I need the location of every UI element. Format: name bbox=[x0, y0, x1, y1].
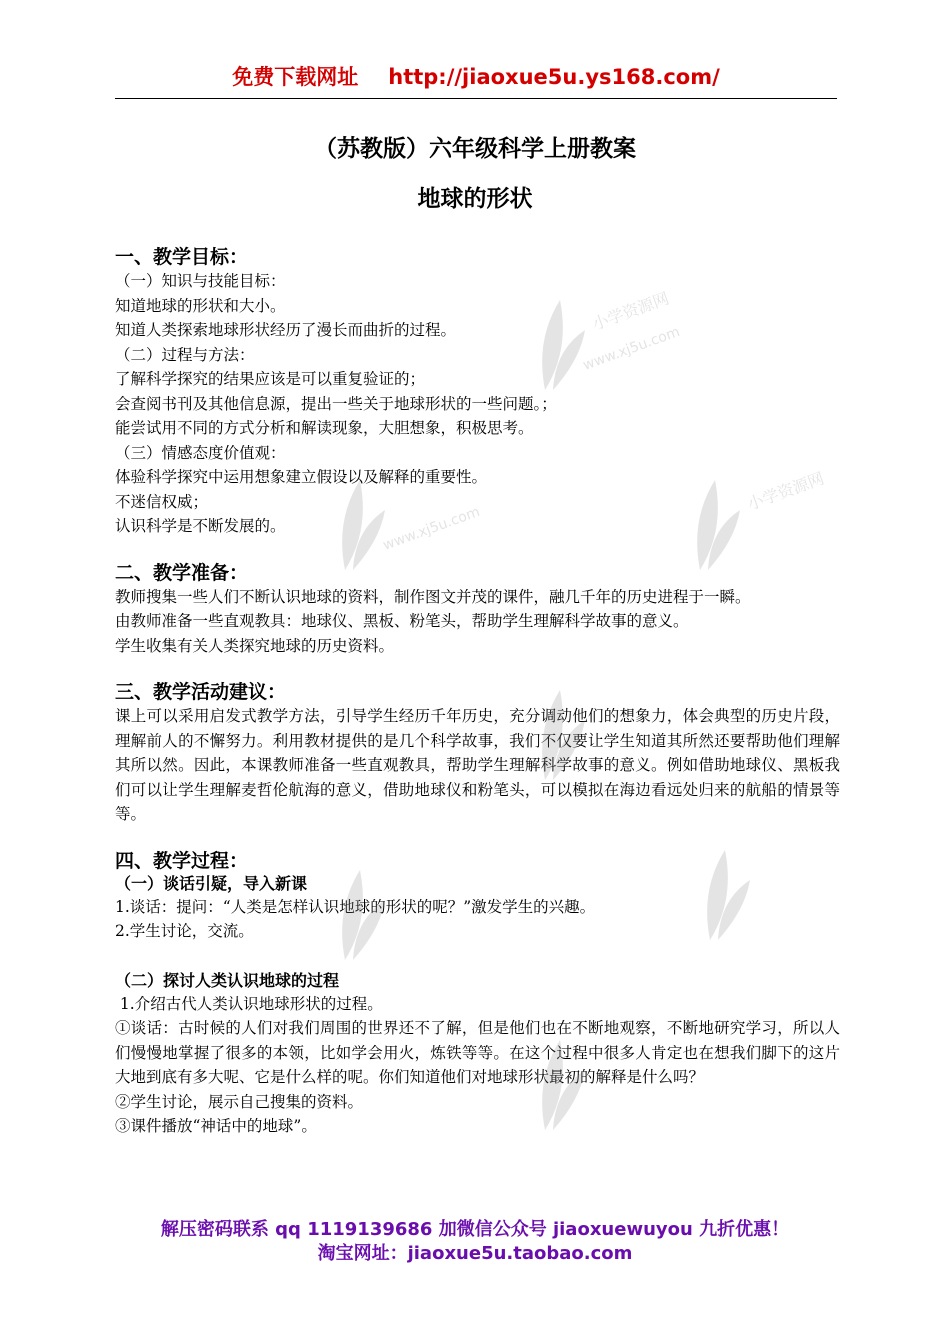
process-line: 1.介绍古代人类认识地球形状的过程。 bbox=[115, 994, 383, 1013]
preparation-paragraph: 学生收集有关人类探究地球的历史资料。 bbox=[115, 636, 395, 655]
objectives-line: 知道人类探索地球形状经历了漫长而曲折的过程。 bbox=[115, 321, 457, 339]
objectives-line: 不迷信权威； bbox=[115, 492, 209, 511]
objectives-sub-1: （一）知识与技能目标： bbox=[115, 272, 286, 290]
process-line: 1.谈话：提问：“人类是怎样认识地球的形状的呢？”激发学生的兴趣。 bbox=[115, 897, 596, 916]
process-sub-1: （一）谈话引疑，导入新课 bbox=[115, 873, 308, 893]
document-title: （苏教版）六年级科学上册教案 bbox=[314, 136, 636, 162]
download-label: 免费下载网址 bbox=[232, 65, 359, 89]
preparation-paragraph: 教师搜集一些人们不断认识地球的资料，制作图文并茂的课件，融几千年的历史进程于一瞬。 bbox=[115, 587, 751, 606]
process-line: ①谈话：古时候的人们对我们周围的世界还不了解，但是他们也在不断地观察，不断地研究学习，所以人们慢慢地掌握了很多的本领，比如学会用火，炼铁等等。在这个过程中很多人肯定也在想我们脚下的这片大地到底有多大呢、它是什么样的呢。你们知道他们对地球形状最初的解释是什么吗？ bbox=[115, 1019, 840, 1086]
section-process-heading: 四、教学过程： bbox=[115, 849, 249, 872]
download-url-link[interactable]: http://jiaoxue5u.ys168.com/ bbox=[388, 65, 720, 89]
objectives-sub-2: （二）过程与方法： bbox=[115, 345, 255, 364]
footer-shop-link[interactable]: 淘宝网址：jiaoxue5u.taobao.com bbox=[317, 1243, 633, 1264]
lesson-content bbox=[115, 245, 840, 1139]
section-preparation-heading: 二、教学准备： bbox=[115, 561, 249, 584]
section-objectives-heading: 一、教学目标： bbox=[115, 246, 249, 268]
process-sub-2: （二）探讨人类认识地球的过程 bbox=[115, 970, 340, 990]
activities-paragraph: 课上可以采用启发式教学方法，引导学生经历千年历史，充分调动他们的想象力，体会典型的历史片段，理解前人的不懈努力。利用教材提供的是几个科学故事，我们不仅要让学生知道其所然还要帮助他们理解其所以然。因此，本课教师准备一些直观教具，帮助学生理解科学故事的意义。例如借助地球仪、黑板我们可以让学生理解麦哲伦航海的意义，借助地球仪和粉笔头，可以模拟在海边看远处归来的航船的情景等等。 bbox=[115, 707, 840, 823]
objectives-line: 会查阅书刊及其他信息源，提出一些关于地球形状的一些问题。； bbox=[115, 394, 557, 413]
footer-contact: 解压密码联系 qq 1119139686 加微信公众号 jiaoxuewuyou 九折优惠！ bbox=[160, 1219, 790, 1240]
watermark-name: 小学资源网 bbox=[589, 290, 672, 334]
process-line: 2.学生讨论，交流。 bbox=[115, 922, 254, 940]
objectives-line: 知道地球的形状和大小。 bbox=[115, 296, 286, 315]
lesson-title: 地球的形状 bbox=[417, 186, 533, 212]
process-line: ②学生讨论，展示自己搜集的资料。 bbox=[115, 1092, 364, 1111]
objectives-line: 体验科学探究中运用想象建立假设以及解释的重要性。 bbox=[115, 468, 488, 486]
section-activities-heading: 三、教学活动建议： bbox=[115, 681, 287, 703]
objectives-line: 了解科学探究的结果应该是可以重复验证的； bbox=[115, 370, 426, 388]
objectives-sub-3: （三）情感态度价值观： bbox=[115, 443, 286, 462]
objectives-line: 认识科学是不断发展的。 bbox=[115, 517, 286, 535]
watermark-url: www.xj5u.com bbox=[380, 503, 483, 554]
objectives-line: 能尝试用不同的方式分析和解读现象，大胆想象，积极思考。 bbox=[115, 419, 534, 437]
preparation-paragraph: 由教师准备一些直观教具：地球仪、黑板、粉笔头，帮助学生理解科学故事的意义。 bbox=[115, 612, 689, 630]
page-header bbox=[115, 62, 837, 99]
process-line: ③课件播放“神话中的地球”。 bbox=[115, 1117, 317, 1135]
watermark-url: www.xj5u.com bbox=[580, 323, 683, 374]
watermark-name: 小学资源网 bbox=[744, 470, 827, 514]
